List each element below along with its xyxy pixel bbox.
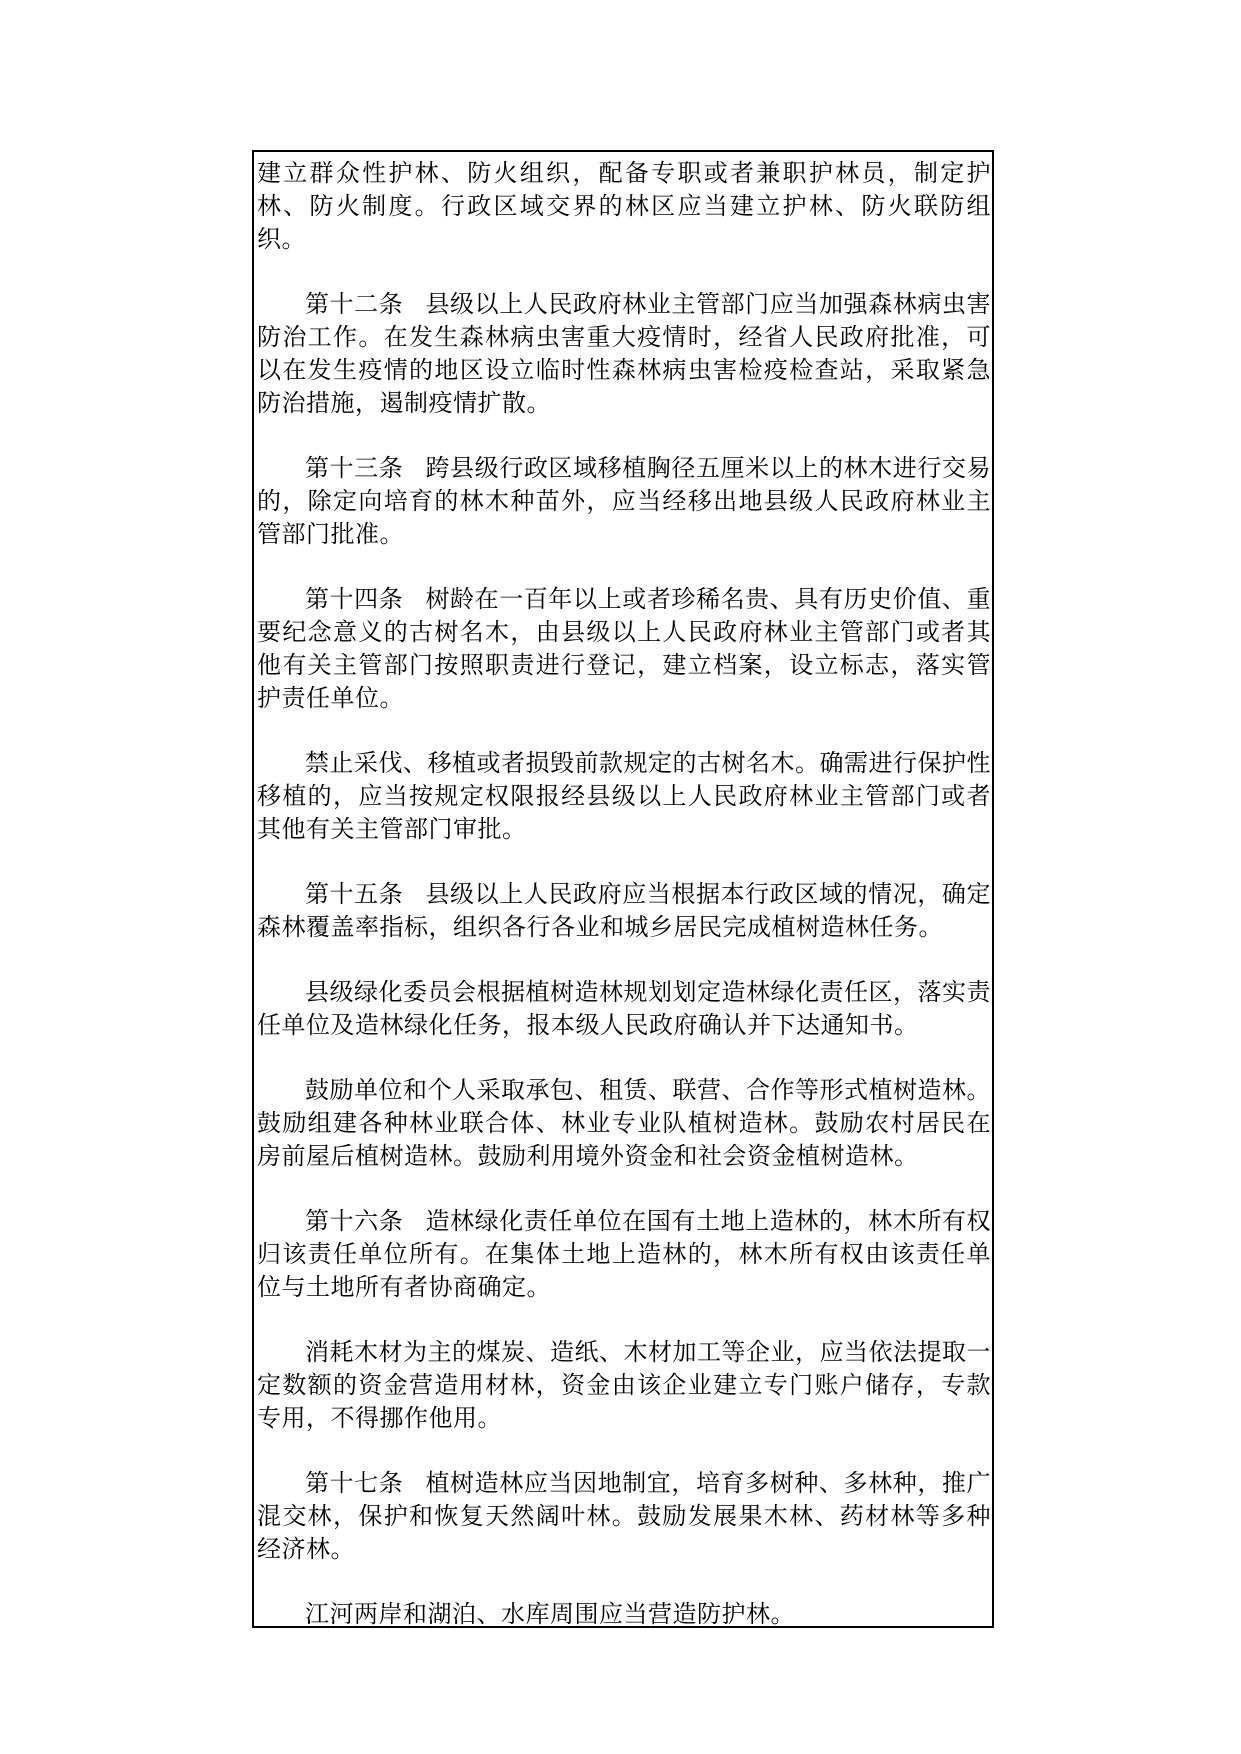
paragraph-article-17-clause-2 [257, 1598, 991, 1628]
article-15-clause-3-text: 鼓励单位和个人采取承包、租赁、联营、合作等形式植树造林。鼓励组建各种林业联合体、林业专业队植树造林。鼓励农村居民在房前屋后植树造林。鼓励利用境外资金和社会资金植树造林。 [257, 1076, 991, 1170]
article-17-text: 植树造林应当因地制宜，培育多树种、多林种，推广混交林，保护和恢复天然阔叶林。鼓励发展果木林、药材林等多种经济林。 [257, 1469, 992, 1563]
paragraph-article-13 [257, 452, 991, 551]
article-15-text: 县级以上人民政府应当根据本行政区域的情况，确定森林覆盖率指标，组织各行各业和城乡居民完成植树造林任务。 [257, 880, 992, 941]
paragraph-article-15 [257, 878, 991, 944]
article-12-text: 县级以上人民政府林业主管部门应当加强森林病虫害防治工作。在发生森林病虫害重大疫情时，经省人民政府批准，可以在发生疫情的地区设立临时性森林病虫害检疫检查站，采取紧急防治措施，遏制疫情扩散。 [257, 290, 992, 417]
article-14-clause-2-text: 禁止采伐、移植或者损毁前款规定的古树名木。确需进行保护性移植的，应当按规定权限报经县级以上人民政府林业主管部门或者其他有关主管部门审批。 [257, 749, 991, 843]
article-16-text: 造林绿化责任单位在国有土地上造林的，林木所有权归该责任单位所有。在集体土地上造林的，林木所有权由该责任单位与土地所有者协商确定。 [257, 1207, 992, 1301]
article-14-text: 树龄在一百年以上或者珍稀名贵、具有历史价值、重要纪念意义的古树名木，由县级以上人民政府林业主管部门或者其他有关主管部门按照职责进行登记，建立档案，设立标志，落实管护责任单位。 [257, 585, 992, 712]
paragraph-article-17 [257, 1467, 991, 1566]
paragraph-1-text: 建立群众性护林、防火组织，配备专职或者兼职护林员，制定护林、防火制度。行政区域交界的林区应当建立护林、防火联防组织。 [257, 159, 991, 253]
paragraph-article-15-clause-2 [257, 976, 991, 1042]
paragraph-article-14-clause-2 [257, 747, 991, 846]
paragraph-article-12 [257, 288, 991, 420]
paragraph-article-15-clause-3 [257, 1074, 991, 1173]
article-number-15: 第十五条 [305, 880, 404, 908]
document-frame [252, 150, 994, 1628]
article-15-clause-2-text: 县级绿化委员会根据植树造林规划划定造林绿化责任区，落实责任单位及造林绿化任务，报本级人民政府确认并下达通知书。 [257, 978, 991, 1039]
article-number-17: 第十七条 [305, 1469, 404, 1497]
article-number-12: 第十二条 [305, 290, 404, 318]
paragraph-article-16-clause-2 [257, 1336, 991, 1435]
article-number-13: 第十三条 [305, 454, 404, 482]
document-body [257, 157, 991, 1628]
article-number-14: 第十四条 [305, 585, 404, 613]
article-number-16: 第十六条 [305, 1207, 404, 1235]
paragraph-article-14 [257, 583, 991, 715]
article-17-clause-2-text: 江河两岸和湖泊、水库周围应当营造防护林。 [305, 1600, 795, 1628]
article-13-text: 跨县级行政区域移植胸径五厘米以上的林木进行交易的，除定向培育的林木种苗外，应当经移出地县级人民政府林业主管部门批准。 [257, 454, 992, 548]
paragraph-1 [257, 157, 991, 256]
article-16-clause-2-text: 消耗木材为主的煤炭、造纸、木材加工等企业，应当依法提取一定数额的资金营造用材林，资金由该企业建立专门账户储存，专款专用，不得挪作他用。 [257, 1338, 991, 1432]
paragraph-article-16 [257, 1205, 991, 1304]
